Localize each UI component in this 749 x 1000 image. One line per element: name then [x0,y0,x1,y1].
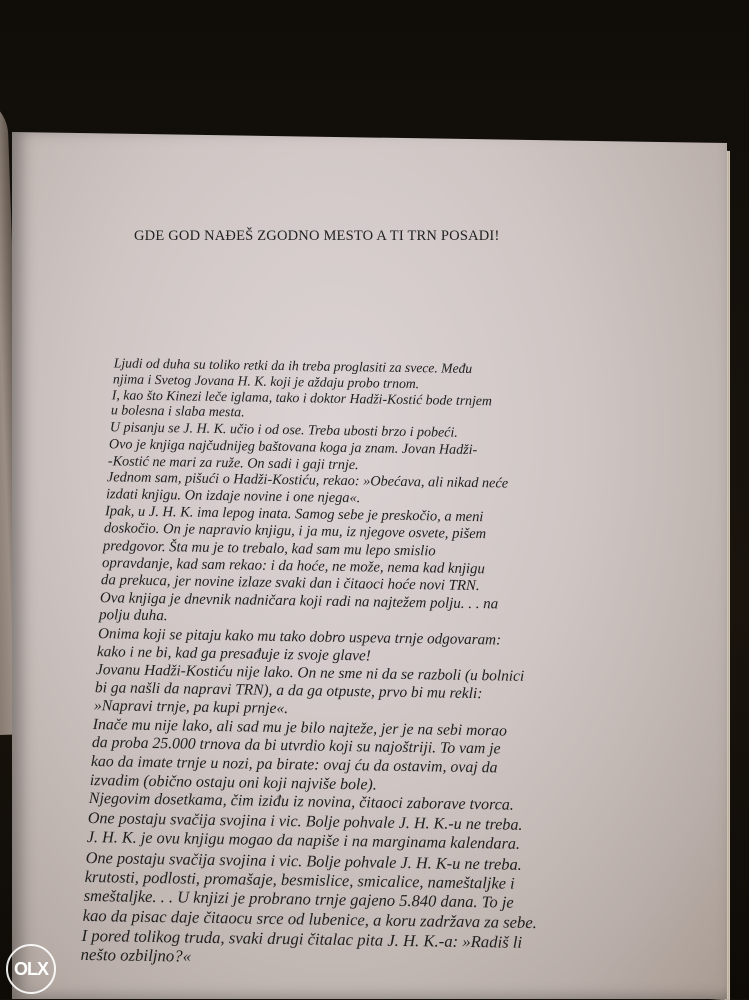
text-line: kako i ne bi, kad ga presađuje iz svoje glave! [96,643,371,665]
text-line: Jovanu Hadži-Kostiću nije lako. On ne sme ni da se razboli (u bolnici [95,661,525,685]
text-line: izdati knjigu. On izdaje novine i one njega«. [105,486,361,507]
text-line: polju duha. [98,607,168,625]
text-line: -Kostić ne mari za ruže. On sadi i gaji trnje. [107,453,359,473]
text-line: Onima koji se pitaju kako mu tako dobro uspeva trnje odgovaram: [97,625,502,649]
text-line: Ova knjiga je dnevnik nadničara koji radi na najtežem polju. . . na [99,589,499,613]
page-heading: GDE GOD NAĐEŠ ZGODNO MESTO A TI TRN POSADI! [134,228,500,244]
text-line: J. H. K. je ovu knjigu mogao da napiše i na marginama kalendara. [86,828,521,854]
text-line: Ljudi od duha su toliko retki da ih treba proglasiti za svece. Među [113,355,473,376]
text-line: u bolesna i slaba mesta. [110,403,245,421]
text-line: Jednom sam, pišući o Hadži-Kostiću, rekao: »Obećava, ali nikad neće [106,469,509,493]
text-line: kao da pisac daje čitaocu srce od lubenice, a koru zadržava za sebe. [82,905,538,933]
body-text [82,355,732,975]
text-line: I pored tolikog truda, svaki drugi čitalac pita J. H. K.-a: »Radiš li [81,925,523,952]
text-line: da proba 25.000 trnova da bi utvrdio koji su najoštriji. To vam je [91,734,501,758]
text-line: krutosti, podlosti, promašaje, besmislice, smicalice, nameštaljke i [84,866,515,893]
text-line: opravdanje, kad sam rekao: i da hoće, ne može, nema kad knjigu [101,554,485,577]
text-line: izvadim (obično ostaju oni koji najviše bole). [89,771,377,794]
text-line: kao da imate trnje u nozi, pa birate: ovaj ću da ostavim, ovaj da [90,752,498,777]
text-line: njima i Svetog Jovana H. K. koji je aždaju probo trnom. [112,371,420,392]
text-line: U pisanju se J. H. K. učio i od ose. Treba ubosti brzo i pobeći. [109,419,458,441]
text-line: One postaju svačija svojina i vic. Bolje pohvale J. H. K-u ne treba. [85,847,522,874]
text-line: doskočio. On je napravio knjigu, i ja mu, iz njegove osvete, pišem [103,520,487,543]
olx-logo-watermark: OLX [6,944,56,994]
text-line: Ipak, u J. H. K. ima lepog inata. Samog sebe je preskočio, a meni [104,503,484,526]
text-line: Inače mu nije lako, ali sad mu je bilo najteže, jer je na sebi morao [92,715,507,740]
text-line: Njegovim dosetkama, čim iziđu iz novina, čitaoci zaborave tvorca. [88,790,514,815]
text-line: predgovor. Šta mu je to trebalo, kad sam mu lepo smislio [102,537,436,559]
text-line: »Napravi trnje, pa kupi prnje«. [93,697,289,718]
text-line: da prekuca, jer novine izlaze svaki dan i čitaoci hoće novi TRN. [100,572,480,595]
text-line: I, kao što Kinezi leče iglama, tako i doktor Hadži-Kostić bode trnjem [111,387,493,409]
text-line: smeštaljke. . . U knjizi je probrano trnje gajeno 5.840 dana. To je [83,886,514,913]
text-line: One postaju svačija svojina i vic. Bolje pohvale J. H. K.-u ne treba. [87,810,523,835]
text-line: Ovo je knjiga najčudnijeg baštovana koga ja znam. Jovan Hadži- [108,436,478,459]
text-line: bi ga našli da napravi TRN), a da ga otpuste, prvo bi mu rekli: [94,679,483,703]
text-line: nešto ozbiljno?« [80,945,192,967]
